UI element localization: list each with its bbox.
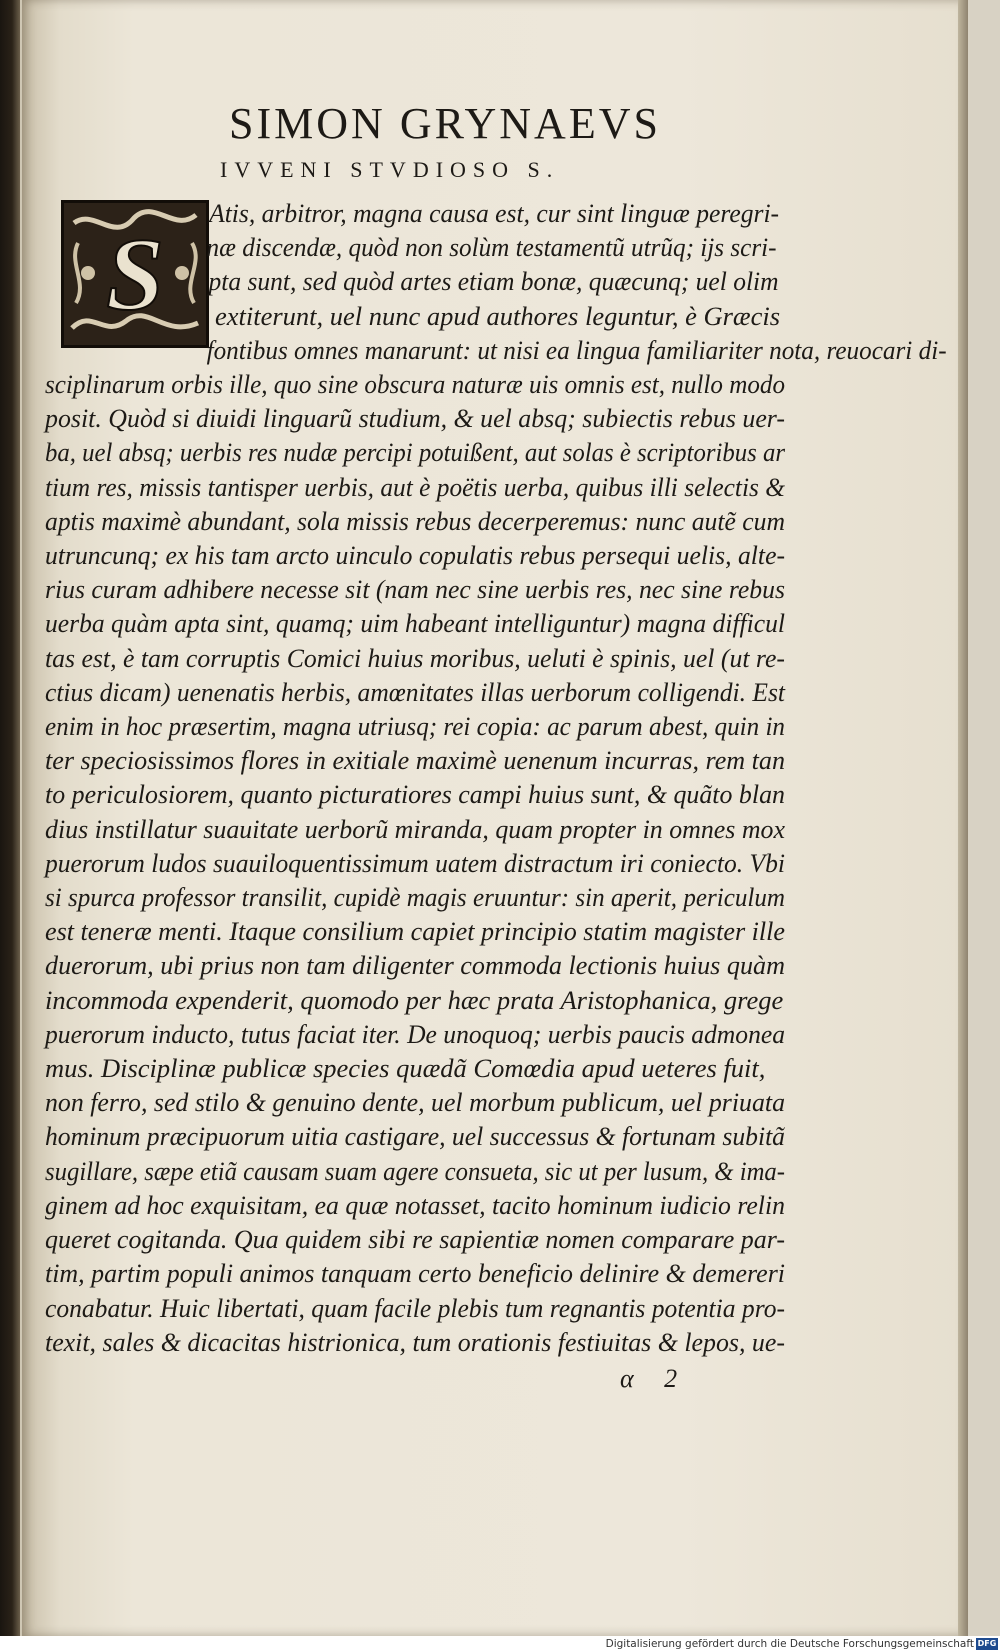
text-line: non ferro, sed stilo & genuino dente, uel morbum publicum, uel priuata bbox=[45, 1087, 785, 1118]
text-line: conabatur. Huic libertati, quam facile plebis tum regnantis potentia pro- bbox=[45, 1292, 785, 1323]
page-title: SIMON GRYNAEVS bbox=[229, 99, 661, 148]
text-line: Atis, arbitror, magna causa est, cur sint linguæ peregri- bbox=[209, 198, 780, 228]
text-line: extiterunt, uel nunc apud authores leguntur, è Græcis bbox=[215, 300, 781, 331]
book-gutter bbox=[0, 0, 20, 1652]
text-line: hominum præcipuorum uitia castigare, uel successus & fortunam subitã bbox=[45, 1121, 785, 1152]
text-line: queret cogitanda. Qua quidem sibi re sapientiæ nomen comparare par- bbox=[45, 1224, 785, 1255]
text-line: ter speciosissimos flores in exitiale maximè uenenum incurras, rem tan bbox=[45, 745, 785, 776]
page-content bbox=[45, 80, 947, 1359]
text-line: sugillare, sæpe etiã causam suam agere consueta, sic ut per lusum, & ima- bbox=[45, 1155, 785, 1186]
text-line: mus. Disciplinæ publicæ species quædã Comœdia apud ueteres fuit, bbox=[45, 1053, 766, 1084]
text-line: ginem ad hoc exquisitam, ea quæ notasset, tacito hominum iudicio relin bbox=[45, 1189, 785, 1220]
text-line: rius curam adhibere necesse sit (nam nec sine uerbis res, nec sine rebus bbox=[45, 574, 785, 605]
text-line: sciplinarum orbis ille, quo sine obscura naturæ uis omnis est, nullo modo bbox=[45, 369, 785, 400]
body-text bbox=[45, 196, 947, 1359]
text-line: texit, sales & dicacitas histrionica, tum orationis festiuitas & lepos, ue- bbox=[45, 1326, 785, 1357]
text-line: puerorum ludos suauiloquentissimum uatem distractum iri coniecto. Vbi bbox=[45, 847, 785, 878]
text-line: tium res, missis tantisper uerbis, aut è poëtis uerba, quibus illi selectis & bbox=[45, 471, 785, 502]
text-line: tas est, è tam corruptis Comici huius moribus, ueluti è spinis, uel (ut re- bbox=[45, 642, 785, 673]
text-line: enim in hoc præsertim, magna utriusq; rei copia: ac parum abest, quin in bbox=[45, 711, 785, 742]
text-line: aptis maximè abundant, sola missis rebus decerperemus: nunc autẽ cum bbox=[45, 505, 785, 536]
text-line: utruncunq; ex his tam arcto uinculo copulatis rebus persequi uelis, alte- bbox=[45, 540, 785, 571]
text-line: est teneræ menti. Itaque consilium capiet principio statim magister ille bbox=[45, 916, 785, 947]
text-line: pta sunt, sed quòd artes etiam bonæ, quæcunq; uel olim bbox=[208, 266, 779, 297]
signature-mark: α 2 bbox=[620, 1364, 690, 1393]
text-line: posit. Quòd si diuidi linguarũ studium, & uel absq; subiectis rebus uer- bbox=[45, 403, 785, 434]
text-line: ctius dicam) uenenatis herbis, amœnitates illas uerborum colligendi. Est bbox=[45, 676, 785, 707]
footer-credit: Digitalisierung gefördert durch die Deutsche Forschungsgemeinschaft bbox=[605, 1638, 974, 1650]
text-line: ba, uel absq; uerbis res nudæ percipi potuißent, aut solas è scriptoribus ar bbox=[45, 437, 785, 468]
text-line: tim, partim populi animos tanquam certo beneficio delinire & demereri bbox=[45, 1258, 785, 1289]
text-line: incommoda expenderit, quomodo per hæc prata Aristophanica, grege bbox=[45, 984, 784, 1015]
text-line: næ discendæ, quòd non solùm testamentũ utrũq; ijs scri- bbox=[206, 232, 777, 263]
text-line: duerorum, ubi prius non tam diligenter commoda lectionis huius quàm bbox=[45, 950, 785, 981]
initial-letter-glyph: S bbox=[106, 217, 164, 332]
text-line: uerba quàm apta sint, quamq; uim habeant intelliguntur) magna difficul bbox=[45, 608, 785, 639]
text-line: puerorum inducto, tutus faciat iter. De unoquoq; uerbis paucis admonea bbox=[45, 1018, 785, 1049]
text-line: fontibus omnes manarunt: ut nisi ea lingua familiariter nota, reuocari di- bbox=[206, 334, 947, 365]
page-subtitle: IVVENI STVDIOSO S. bbox=[220, 157, 560, 182]
dfg-logo-icon: DFG bbox=[977, 1639, 997, 1648]
text-line: dius instillatur suauitate uerborũ miranda, quam propter in omnes mox bbox=[45, 813, 785, 844]
page-edge bbox=[958, 0, 968, 1636]
text-line: si spurca professor transilit, cupidè magis eruuntur: sin aperit, periculum bbox=[45, 882, 785, 913]
text-line: to periculosiorem, quanto picturatiores campi huius sunt, & quãto blan bbox=[45, 779, 785, 810]
